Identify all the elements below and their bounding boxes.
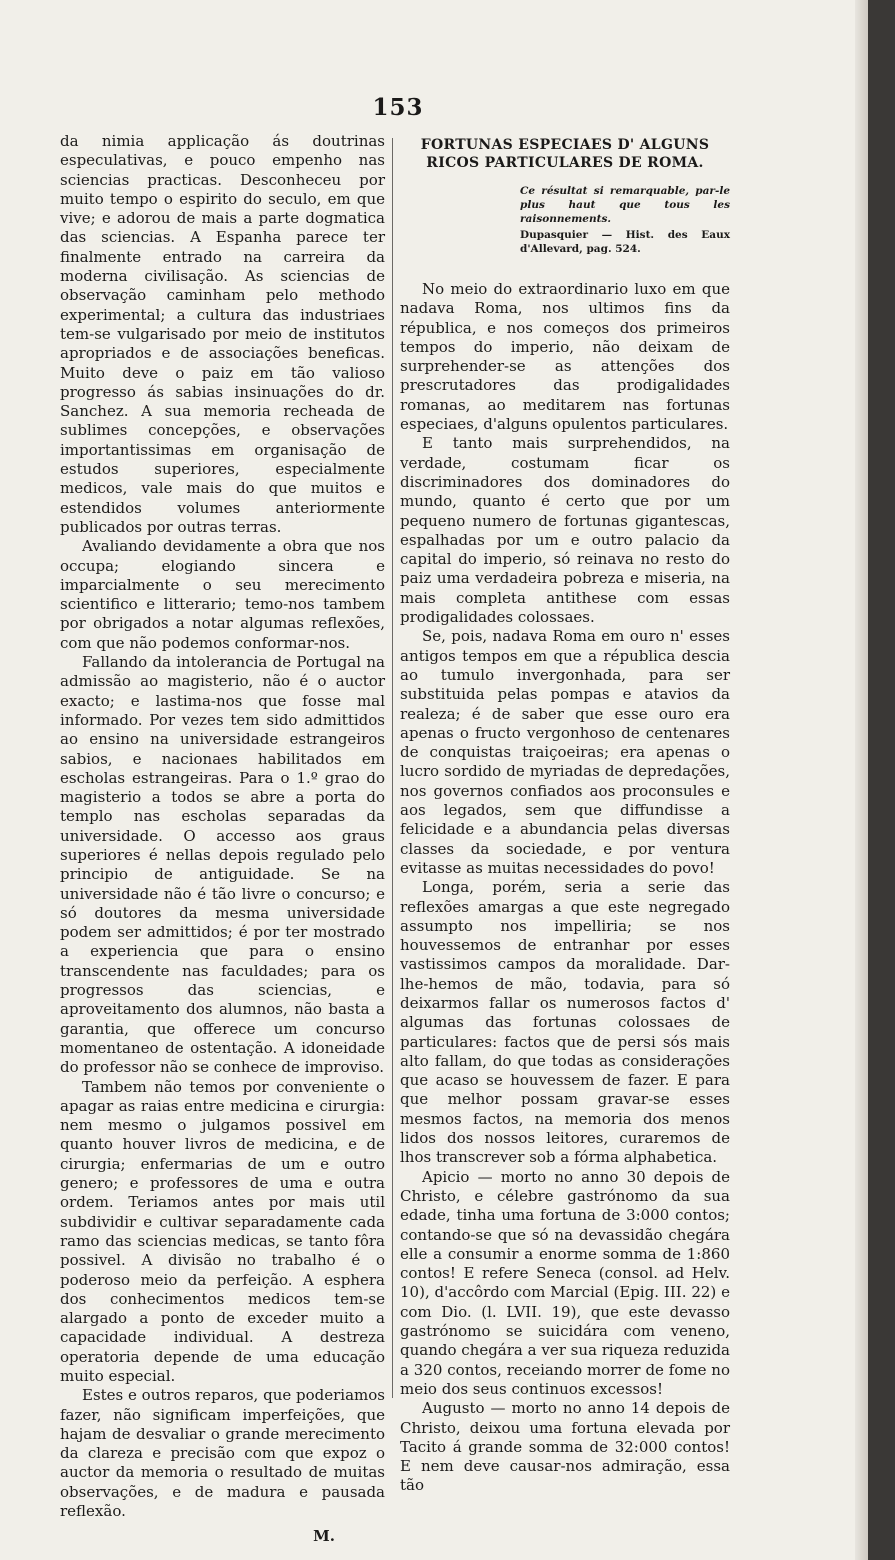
article-title: FORTUNAS ESPECIAES D' ALGUNS RICOS PARTICULARES DE ROMA. [420, 137, 710, 171]
right-paragraph-1: No meio do extraordinario luxo em que nadava Roma, nos ultimos fins da républica, e nos começos dos primeiros tempos do imperio, não deixam de surprehender-se as attenções dos prescrutadores das prodigalidades romanas, ao meditarem nas fortunas especiaes, d'alguns opulentos particulares. [400, 280, 730, 434]
page-number: 153 [372, 94, 424, 121]
epigraph-citation: Dupasquier — Hist. des Eaux d'Allevard, pag. 524. [520, 229, 730, 255]
left-column [60, 132, 385, 1545]
epigraph [520, 184, 730, 256]
right-paragraph-2: E tanto mais surprehendidos, na verdade, costumam ficar os discriminadores dos dominadores do mundo, quanto é certo que por um pequeno numero de fortunas gigantescas, espalhadas por um e outro palacio da capital do imperio, só reinava no resto do paiz uma verdadeira pobreza e miseria, na mais completa antithese com essas prodigalidades colossaes. [400, 434, 730, 627]
right-paragraph-6: Augusto — morto no anno 14 depois de Christo, deixou uma fortuna elevada por Tacito á grande somma de 32:000 contos! E nem deve causar-nos admiração, essa tão [400, 1399, 730, 1495]
article-body [400, 280, 730, 1496]
column-divider [392, 138, 393, 1398]
left-paragraph-4: Tambem não temos por conveniente o apagar as raias entre medicina e cirurgia: nem mesmo o julgamos possivel em quanto houver livros de medicina, e de cirurgia; enfermarias de um e outro genero; e professores de uma e outra ordem. Teriamos antes por mais util subdividir e cultivar separadamente cada ramo das sciencias medicas, se tanto fôra possivel. A divisão no trabalho é o poderoso meio da perfeição. A esphera dos conhecimentos medicos tem-se alargado a ponto de exceder muito a capacidade individual. A destreza operatoria depende de uma educação muito especial. [60, 1077, 385, 1385]
left-paragraph-1: da nimia applicação ás doutrinas especulativas, e pouco empenho nas sciencias practicas. Desconheceu por muito tempo o espirito do seculo, em que vive; e adorou de mais a parte dogmatica das sciencias. A Espanha parece ter finalmente entrado na carreira da moderna civilisação. As sciencias de observação caminham pelo methodo experimental; a cultura das industriaes tem-se vulgarisado por meio de institutos apropriados e de associações beneficas. Muito deve o paiz em tão valioso progresso ás sabias insinuações do dr. Sanchez. A sua memoria recheada de sublimes concepções, e observações importantissimas em organisação de estudos superiores, especialmente medicos, vale mais do que muitos e estendidos volumes anteriormente publicados por outras terras. [60, 132, 385, 536]
right-paragraph-4: Longa, porém, seria a serie das reflexões amargas a que este negregado assumpto nos impelliria; se nos houvessemos de entranhar por esses vastissimos campos da moralidade. Dar-lhe-hemos de mão, todavia, para só deixarmos fallar os numerosos factos d' algumas das fortunas colossaes de particulares: factos que de persi sós mais alto fallam, do que todas as considerações que acaso se houvessem de fazer. E para que melhor possam gravar-se esses mesmos factos, na memoria dos menos lidos dos nossos leitores, curaremos de lhos transcrever sob a fórma alphabetica. [400, 878, 730, 1167]
right-paragraph-3: Se, pois, nadava Roma em ouro n' esses antigos tempos em que a républica descia ao tumulo invergonhada, para ser substituida pelas pompas e atavios da realeza; é de saber que esse ouro era apenas o fructo vergonhoso de centenares de conquistas traiçoeiras; era apenas o lucro sordido de myriadas de depredações, nos governos confiados aos proconsules e aos legados, sem que diffundisse a felicidade e a abundancia pelas diversas classes da sociedade, e por ventura evitasse as muitas necessidades do povo! [400, 627, 730, 877]
right-paragraph-5: Apicio — morto no anno 30 depois de Christo, e célebre gastrónomo da sua edade, tinha uma fortuna de 3:000 contos; contando-se que só na devassidão chegára elle a consumir a enorme somma de 1:860 contos! E refere Seneca (consol. ad Helv. 10), d'accôrdo com Marcial (Epig. III. 22) e com Dio. (l. LVII. 19), que este devasso gastrónomo se suicidára com veneno, quando chegára a ver sua riqueza reduzida a 320 contos, receiando morrer de fome no meio dos seus continuos excessos! [400, 1167, 730, 1398]
left-paragraph-5: Estes e outros reparos, que poderiamos fazer, não significam imperfeições, que hajam de desvaliar o grande merecimento da clareza e precisão com que expoz o auctor da memoria o resultado de muitas observações, e de madura e pausada reflexão. [60, 1386, 385, 1521]
left-paragraph-2: Avaliando devidamente a obra que nos occupa; elogiando sincera e imparcialmente o seu merecimento scientifico e litterario; temo-nos tambem por obrigados a notar algumas reflexões, com que não podemos conformar-nos. [60, 537, 385, 652]
left-paragraph-3: Fallando da intolerancia de Portugal na admissão ao magisterio, não é o auctor exacto; e lastima-nos que fosse mal informado. Por vezes tem sido admittidos ao ensino na universidade estrangeiros sabios, e nacionaes habilitados em escholas estrangeiras. Para o 1.º grao do magisterio a todos se abre a porta do templo nas escholas separadas da universidade. O accesso aos graus superiores é nellas depois regulado pelo principio de antiguidade. Se na universidade não é tão livre o concurso; e só doutores da mesma universidade podem ser admittidos; é por ter mostrado a experiencia que para o ensino transcendente nas faculdades; para os progressos das sciencias, e aproveitamento dos alumnos, não basta a garantia, que offerece um concurso momentaneo de ostentação. A idoneidade do professor não se conhece de improviso. [60, 653, 385, 1077]
right-column [400, 132, 730, 1496]
author-signature: M. [313, 1527, 335, 1546]
page-edge-shadow [855, 0, 868, 1560]
epigraph-quote: Ce résultat si remarquable, par-le plus haut que tous les raisonnements. [520, 185, 730, 225]
